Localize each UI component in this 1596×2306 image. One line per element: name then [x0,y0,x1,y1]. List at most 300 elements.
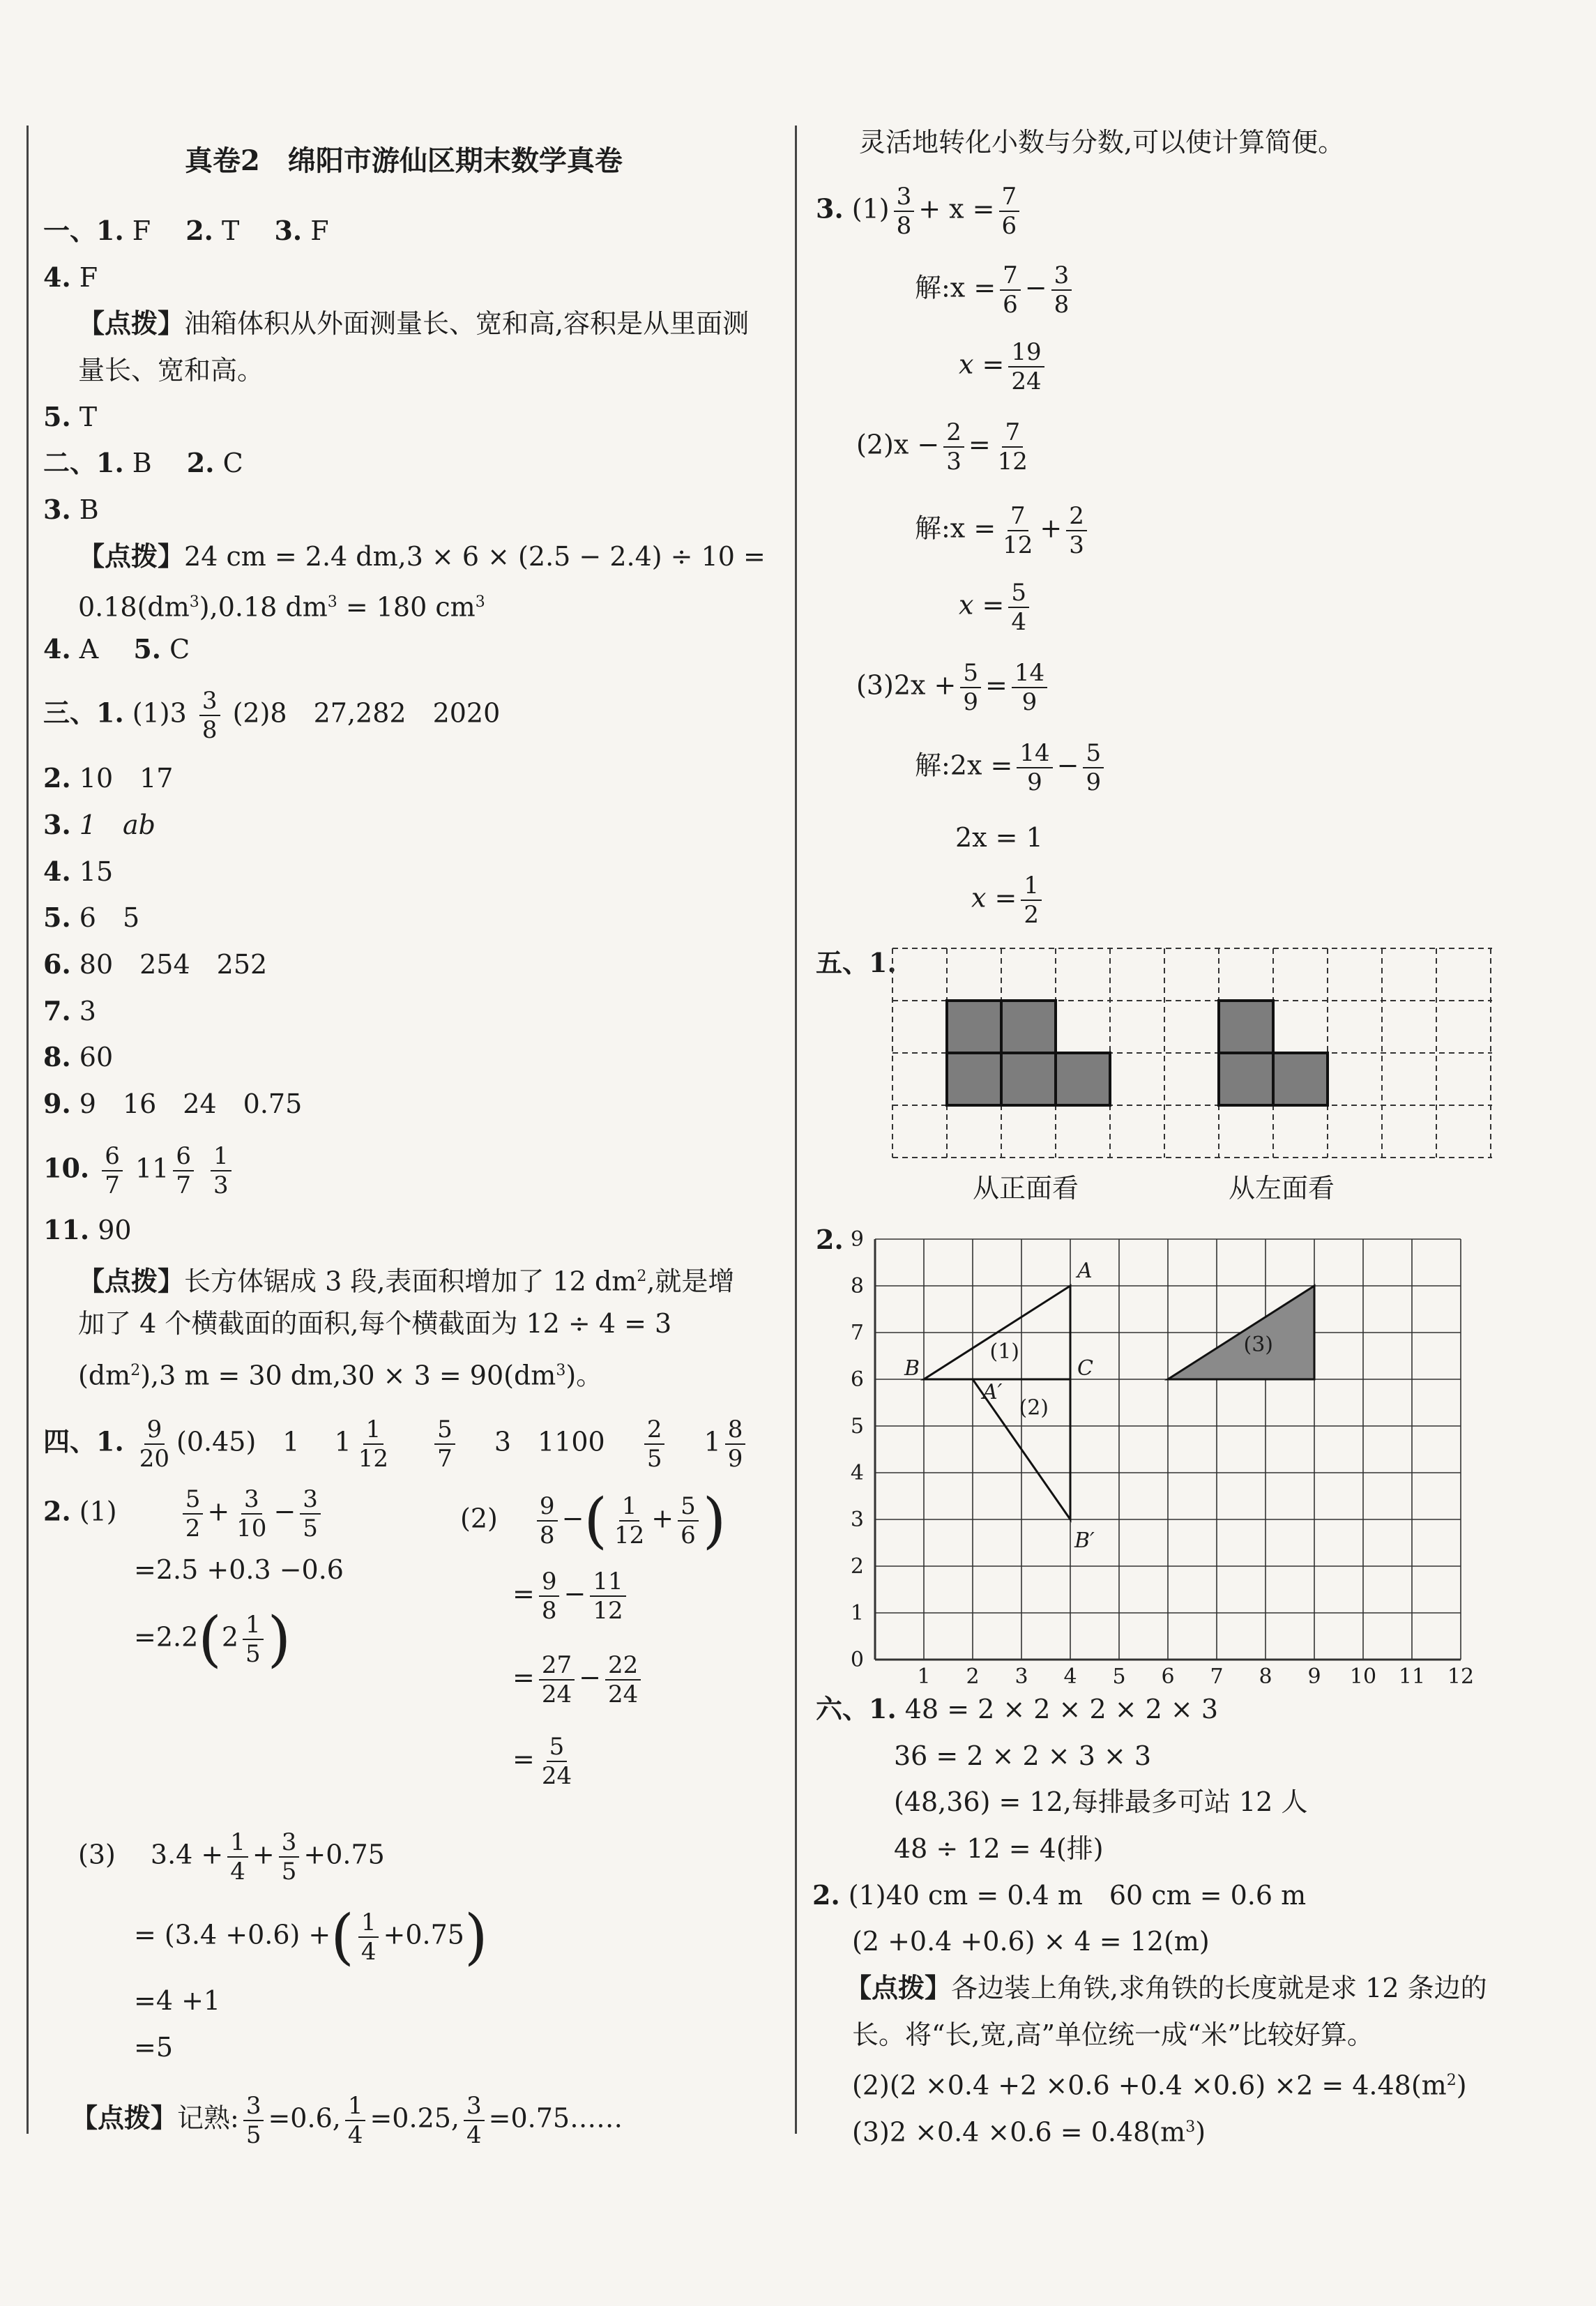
denominator: 9 [963,688,978,716]
denominator: 4 [360,1938,377,1966]
denominator: 12 [1003,531,1033,559]
x-tick-label: 1 [917,1664,931,1689]
q-row [43,807,155,843]
denominator: 8 [539,1522,555,1549]
answer-line: (2 +0.4 +0.6) × 4 = 12(m) [852,1926,1210,1957]
whole: 1 [704,1426,721,1457]
point-label-b: B [904,1356,920,1381]
denominator: 9 [727,1445,743,1473]
tip-text: ,就是增 [646,1266,735,1297]
denominator: 6 [1001,212,1017,240]
paren: ) [267,1605,291,1674]
point-label-a: A [1077,1259,1093,1283]
section-4-row [43,1416,750,1473]
section-1-row [43,213,329,249]
tip-tag: 【点拨】 [71,2102,178,2134]
fraction [999,183,1020,240]
answer: 90 [98,1215,132,1245]
q-num: 4. [43,633,71,665]
shape-label-3: (3) [1243,1332,1273,1357]
y-tick-label: 1 [850,1601,864,1625]
fraction [279,1828,300,1886]
fraction [173,1142,194,1199]
denominator: 8 [202,716,218,744]
y-tick-label: 7 [850,1321,864,1345]
numerator: 3 [464,2092,485,2121]
caption-front-view: 从正面看 [973,1173,1079,1204]
x-tick-label: 5 [1112,1664,1126,1689]
fraction [539,1733,575,1790]
q-row [43,854,113,890]
eq-step [959,579,1033,636]
tip-line [78,305,749,342]
fraction [199,687,220,744]
denominator: 2 [185,1515,201,1542]
q-num: 11. [43,1214,90,1245]
tip-text: = 180 cm [337,591,476,623]
denominator: 6 [1003,291,1018,319]
answer: 10 17 [79,763,174,794]
numerator: 5 [960,659,981,688]
numerator: 6 [102,1142,123,1171]
numerator: 27 [539,1651,575,1681]
fraction [300,1485,321,1542]
numerator: 5 [678,1492,699,1522]
denominator: 4 [1011,608,1026,636]
fraction [725,1416,746,1473]
term: +0.75 [303,1839,385,1870]
whole: 1 [334,1426,351,1457]
answer: 6 5 [79,902,140,933]
numerator: 5 [547,1733,568,1762]
q-row [812,1877,1306,1913]
denominator: 4 [347,2121,363,2149]
denominator: 9 [1086,768,1102,796]
tip-line: $(dm^2),3$ m = 30 $dm,30 \times 3 = 90(dm^3)$。 [78,1360,603,1391]
denominator: 3 [213,1171,229,1199]
numerator: 2 [644,1416,665,1445]
q-row [43,1086,302,1122]
coordinate-grid-chart [844,1213,1475,1689]
term: x = [959,589,1005,621]
q-row [43,993,96,1029]
numerator: 1 [1021,872,1042,901]
numerator: 1 [345,2092,366,2121]
paren: ( [330,1902,354,1972]
denominator: 5 [245,2121,261,2149]
fraction [539,1651,575,1708]
x-tick-label: 7 [1210,1664,1224,1689]
numerator: 3 [1051,261,1072,291]
denominator: 6 [681,1522,696,1549]
front-view-shape [947,1001,1110,1105]
denominator: 24 [607,1681,639,1708]
answer: (0.45) 1 [176,1426,300,1457]
paren: ( [198,1605,222,1674]
tip-line [78,584,485,625]
fraction [894,183,915,240]
fraction [1000,261,1021,319]
x-tick-label: 12 [1447,1664,1475,1689]
x-tick-label: 2 [966,1664,980,1689]
denominator: 24 [1011,367,1042,395]
answer-line: (48,36) = 12,每排最多可站 12 人 [894,1787,1308,1817]
q-num: 10. [43,1152,90,1184]
tip-line [845,1970,1487,2006]
numerator: 3 [241,1485,262,1515]
q-num: 5. [43,902,71,933]
sub-label: (1) [79,1496,117,1527]
q-row [43,900,139,936]
tip-tag: 【点拨】 [78,308,185,339]
x-tick-label: 4 [1063,1664,1077,1689]
q-row [43,631,190,667]
section-5-head: 五、1. [816,947,897,978]
tip-text: )。 [565,1360,603,1391]
tip-text: =0.75…… [488,2102,623,2134]
calc-step: =4 +1 [134,1985,221,2016]
answer: (2)(2 ×0.4 +2 ×0.6 +0.4 ×0.6) ×2 = 4.48(m [852,2070,1447,2101]
answer: F [132,215,151,246]
numerator: 9 [539,1568,560,1597]
fraction [678,1492,699,1549]
eq-step [971,872,1046,929]
tip-text: 长方体锯成 3 段,表面积增加了 12 dm [184,1266,637,1297]
denominator: 7 [176,1171,191,1199]
tip-text: 24 cm = 2.4 dm,3 × 6 × (2.5 − 2.4) ÷ 10 = [184,541,766,572]
denominator: 8 [1054,291,1070,319]
numerator: 1 [363,1416,384,1445]
denominator: 8 [896,212,912,240]
superscript: 2 [130,1362,141,1379]
term: 解:x = [915,513,996,544]
answer: B [132,448,152,478]
superscript: 3 [475,593,485,611]
fraction [590,1568,625,1625]
tip-text: 各边装上角铁,求角铁的长度就是求 12 条边的 [951,1973,1487,2003]
q-row [43,1142,236,1199]
section-6-head: 六、1. [816,1693,897,1724]
q-num: 3. [274,215,303,246]
term: = (3.4 +0.6) + [134,1919,331,1950]
numerator: 22 [605,1651,641,1681]
eq-1 [816,183,1024,240]
answer: T [79,402,98,432]
superscript: 3 [327,593,337,611]
x-tick-label: 11 [1398,1664,1426,1689]
answer: (2)8 27,282 2020 [232,697,501,729]
caption-left-view: 从左面看 [1229,1173,1335,1204]
x-tick-label: 3 [1014,1664,1028,1689]
eq-step [959,338,1049,395]
paren: ( [584,1486,607,1556]
numerator: 14 [1012,659,1047,688]
term: x = [971,882,1017,913]
denominator: 7 [437,1445,453,1473]
term: (2)x − [856,429,940,460]
numerator: 1 [619,1492,640,1522]
numerator: 5 [183,1485,204,1515]
fraction [211,1142,231,1199]
calc-step: = $\frac{9}{8}$ − $\frac{11}{12}$ [512,1568,630,1625]
answer: (1)3 [132,697,187,729]
fraction [1083,739,1104,796]
q-num: 7. [43,995,71,1026]
fraction [537,1492,558,1549]
y-tick-label: 9 [850,1227,864,1252]
answer: B [79,494,99,525]
q-num: 2. [186,447,215,478]
point-labels [904,1259,1273,1553]
sub-label: (2) [460,1503,498,1534]
q-num: 8. [43,1041,71,1072]
numerator: 3 [300,1485,321,1515]
numerator: 8 [725,1416,746,1445]
point-label-c: C [1077,1356,1093,1381]
q-row [43,1212,132,1248]
term: +0.75 [383,1919,464,1950]
q-num: 2. [43,1495,71,1527]
result: =2.2 [134,1621,199,1653]
denominator: 12 [593,1597,623,1625]
y-tick-label: 4 [850,1461,864,1485]
fraction [1000,502,1035,559]
tip-tag: 【点拨】 [845,1972,952,2003]
term: 3.4 + [150,1839,224,1870]
denominator: 9 [1027,768,1042,796]
y-tick-label: 5 [850,1414,864,1439]
whole: 11 [135,1153,169,1184]
answer-line: 48 ÷ 12 = 4(排) [894,1833,1104,1864]
numerator: 7 [1000,261,1021,291]
calc-step: =2.5 +0.3 −0.6 [134,1554,344,1585]
answer: F [79,262,98,293]
shape-label-2: (2) [1019,1395,1049,1420]
denominator: 12 [358,1445,389,1473]
eq-3 [856,659,1051,716]
left-view-shape [1219,1001,1328,1105]
calc-3-expression: (3) 3.4 + $\frac{1}{4}$ + $\frac{3}{5}$ +0.75 [78,1828,385,1886]
answer: 80 254 252 [79,949,268,980]
numerator: 14 [1017,739,1052,768]
numerator: 2 [1066,502,1087,531]
superscript: 3 [189,593,199,611]
q-row [43,1039,113,1075]
fraction [960,659,981,716]
answer: (3)2 ×0.4 ×0.6 = 0.48(m [852,2116,1186,2148]
superscript: 2 [1446,2072,1457,2089]
answer: 9 16 24 0.75 [79,1088,303,1119]
answer: C [222,448,243,478]
denominator: 5 [281,1858,297,1886]
numerator: 3 [279,1828,300,1858]
denominator: 12 [614,1522,645,1549]
answer: ) [1456,2070,1467,2101]
numerator: 5 [1083,739,1104,768]
q-num: 3. [43,494,71,525]
x-tick-label: 8 [1259,1664,1272,1689]
fraction [234,1485,269,1542]
calc-step [134,1902,488,1972]
numerator: 5 [1008,579,1029,608]
tip-text: =0.6, [268,2102,341,2134]
calc-1-expression: 2. (1) $\frac{5}{2}$ + $\frac{3}{10}$ − $\frac{3}{5}$ [43,1485,325,1542]
answer: T [222,215,240,246]
section-3-head: 三、1. [43,697,124,729]
y-tick-label: 6 [850,1367,864,1392]
fraction [227,1828,248,1886]
paren: ) [702,1486,727,1556]
q-row [43,946,267,983]
continued-text: 灵活地转化小数与分数,可以使计算简便。 [859,127,1345,158]
answer: 3 1100 [494,1426,605,1457]
fraction [1051,261,1072,319]
section-2-head: 二、1. [43,447,124,478]
fraction [434,1416,455,1473]
shape-label-1: (1) [989,1339,1019,1364]
answer-line [852,2109,1206,2151]
section-2-row [43,445,243,481]
term: 解:x = [915,272,996,303]
column-divider [795,126,797,2134]
numerator: 1 [358,1909,379,1938]
term: = [985,669,1008,701]
tip-tag: 【点拨】 [78,1265,185,1297]
denominator: 10 [236,1515,267,1542]
tip-text: =0.25, [370,2102,459,2134]
numerator: 11 [590,1568,625,1597]
fraction [1017,739,1052,796]
tip-text: ),0.18 dm [199,591,328,623]
paren: ) [464,1902,488,1972]
term: + x = [918,193,995,225]
y-tick-label: 8 [850,1274,864,1298]
tip-line [71,2092,623,2149]
x-tick-label: 10 [1349,1664,1377,1689]
fraction [1012,659,1047,716]
answer-line: 36 = 2 × 2 × 3 × 3 [894,1740,1152,1771]
tip-line [78,538,766,575]
whole: 2 [221,1621,239,1653]
q-num: 4. [43,856,71,887]
q-num: 4. [43,261,71,293]
numerator: 19 [1008,338,1044,367]
fraction [539,1568,560,1625]
answer: 48 = 2 × 2 × 2 × 2 × 3 [904,1694,1218,1724]
eq-2 [856,418,1035,476]
denominator: 7 [105,1171,120,1199]
numerator: 7 [1002,418,1023,448]
denominator: 3 [946,448,962,476]
numerator: 3 [243,2092,264,2121]
denominator: 12 [997,448,1028,476]
tip-text: 油箱体积从外面测量长、宽和高,容积是从里面测 [184,308,750,339]
sub-label: (3) [78,1839,116,1870]
tip-line: 长。将“长,宽,高”单位统一成“米”比较好算。 [852,2019,1374,2050]
numerator: 9 [144,1416,165,1445]
answer: 3 [79,996,96,1026]
section-1-head: 一、1. [43,215,124,246]
numerator: 9 [537,1492,558,1522]
denominator: 24 [541,1681,572,1708]
eq-step: 解:x = $\frac{7}{6}$ − $\frac{3}{8}$ [915,261,1076,319]
x-tick-label: 9 [1307,1664,1321,1689]
denominator: 9 [1021,688,1038,716]
fraction [995,418,1031,476]
calc-step [134,1605,291,1674]
numerator: 2 [943,418,964,448]
y-tick-label: 0 [850,1648,864,1672]
views-grid-figure [892,945,1499,1168]
answer: 1 ab [79,810,155,840]
fraction [183,1485,204,1542]
grid-lines [875,1239,1461,1660]
answer: A [79,634,99,665]
sub-label: (1) [851,193,890,225]
tip-text: 0.18(dm [78,591,190,623]
tip-text: 记熟: [177,2102,239,2134]
superscript: 3 [1185,2118,1196,2136]
answer: (1)40 cm = 0.4 m 60 cm = 0.6 m [848,1880,1307,1911]
denominator: 24 [541,1762,572,1790]
answer: 15 [79,856,114,887]
calc-step: = $\frac{5}{24}$ [512,1733,579,1790]
x-tick-label: 6 [1161,1664,1175,1689]
fraction [605,1651,641,1708]
page-title: 真卷2 绵阳市游仙区期末数学真卷 [185,144,623,177]
fraction [464,2092,485,2149]
denominator: 8 [541,1597,557,1625]
denominator: 20 [139,1445,170,1473]
calc-step: =5 [134,2032,174,2063]
fraction [356,1416,391,1473]
numerator: 7 [999,183,1020,212]
q-row [43,399,97,435]
fraction [345,2092,366,2149]
answer: 60 [79,1042,114,1072]
tip-line [78,1259,734,1300]
denominator: 2 [1024,901,1039,929]
numerator: 7 [1008,502,1028,531]
term: x = [959,349,1005,380]
calc-2-expression: (2) $\frac{9}{8}$ −( $\frac{1}{12}$ + $\frac{5}{6}$ ) [460,1486,727,1556]
q-row [43,492,99,528]
tip-line: 量长、宽和高。 [78,355,264,386]
point-label-a-prime: A′ [982,1380,1003,1404]
denominator: 5 [303,1515,318,1542]
fraction [644,1416,665,1473]
numerator: 1 [243,1611,264,1640]
q-num: 6. [43,948,71,980]
answer: ) [1195,2116,1206,2148]
numerator: 1 [227,1828,248,1858]
y-tick-label: 2 [850,1554,864,1579]
tip-text: ),3 m = 30 dm,30 × 3 = 90(dm [140,1360,556,1391]
tip-line: 加了 4 个横截面的面积,每个横截面为 12 ÷ 4 = 3 [78,1308,672,1339]
answer: F [310,215,329,246]
left-margin-line [26,126,29,2134]
section-3-row [43,687,500,744]
eq-step: 解:x = $\frac{7}{12}$ + $\frac{2}{3}$ [915,502,1091,559]
q-num: 2. [816,1224,844,1255]
numerator: 3 [894,183,915,212]
answer: C [169,634,190,665]
y-tick-label: 3 [850,1508,864,1532]
q-num: 2. [185,215,213,246]
fraction [243,1611,264,1668]
fraction [1008,579,1029,636]
q-num: 2. [43,762,71,794]
